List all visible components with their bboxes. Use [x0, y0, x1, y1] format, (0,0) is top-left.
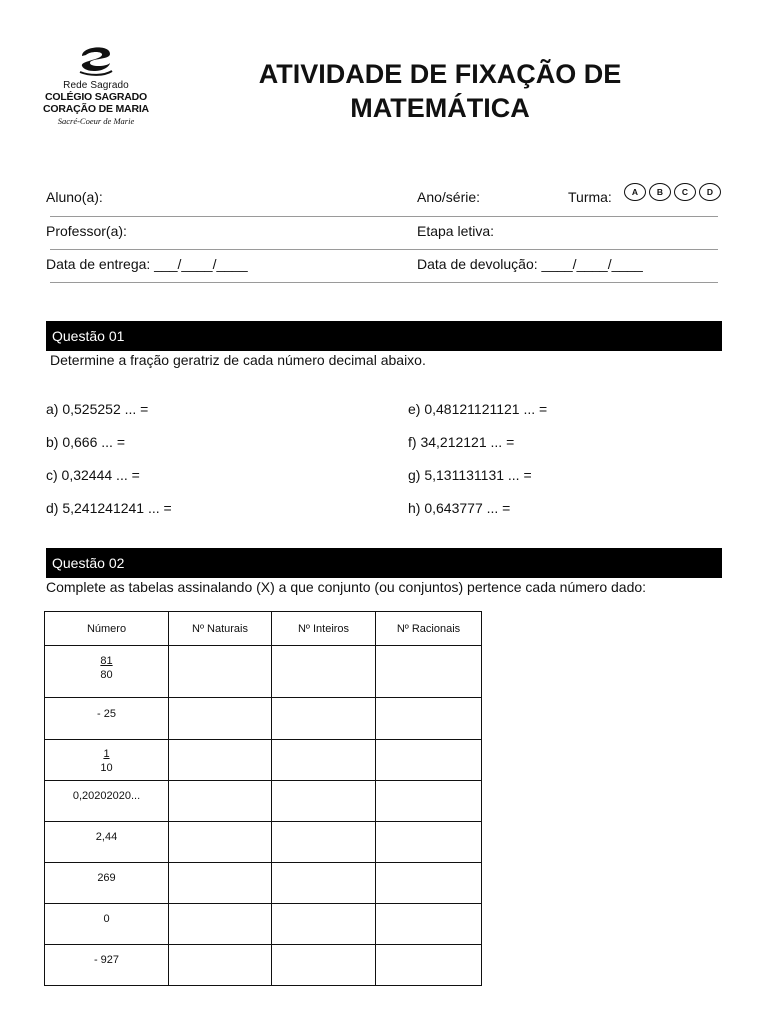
- field-aluno: Aluno(a):: [46, 189, 103, 205]
- fraction-numerator: 1: [103, 748, 110, 760]
- title-line-2: MATEMÁTICA: [350, 93, 530, 123]
- question-02-header: Questão 02: [46, 548, 722, 578]
- logo-line-network: Rede Sagrado: [63, 80, 129, 91]
- cell-number: - 25: [45, 698, 169, 740]
- cell-inteiros[interactable]: [272, 781, 376, 822]
- cell-naturais[interactable]: [169, 740, 272, 781]
- cell-racionais[interactable]: [376, 646, 482, 698]
- page-title: [200, 57, 680, 125]
- cell-racionais[interactable]: [376, 698, 482, 740]
- cell-inteiros[interactable]: [272, 822, 376, 863]
- cell-naturais[interactable]: [169, 646, 272, 698]
- logo-line-school: COLÉGIO SAGRADO: [44, 91, 147, 103]
- divider: [50, 216, 718, 217]
- q1-item-e: e) 0,48121121121 ... =: [408, 401, 548, 417]
- divider: [50, 282, 718, 283]
- turma-option-a[interactable]: A: [624, 183, 646, 201]
- field-turma: Turma:: [568, 189, 612, 205]
- q1-item-g: g) 5,131131131 ... =: [408, 467, 532, 483]
- sets-table: [44, 611, 482, 986]
- cell-naturais[interactable]: [169, 781, 272, 822]
- cell-naturais[interactable]: [169, 945, 272, 986]
- cell-inteiros[interactable]: [272, 863, 376, 904]
- cell-inteiros[interactable]: [272, 904, 376, 945]
- cell-number: 0: [45, 904, 169, 945]
- table-row: [45, 781, 482, 822]
- field-professor: Professor(a):: [46, 223, 127, 239]
- cell-number: 0,20202020...: [45, 781, 169, 822]
- fraction-denominator: 10: [100, 762, 113, 774]
- question-01-header: Questão 01: [46, 321, 722, 351]
- table-row: [45, 646, 482, 698]
- cell-number: 2,44: [45, 822, 169, 863]
- table-row: [45, 863, 482, 904]
- cell-inteiros[interactable]: [272, 646, 376, 698]
- cell-inteiros[interactable]: [272, 740, 376, 781]
- cell-naturais[interactable]: [169, 822, 272, 863]
- q1-item-d: d) 5,241241241 ... =: [46, 500, 172, 516]
- header-naturais: Nº Naturais: [169, 612, 272, 646]
- header-inteiros: Nº Inteiros: [272, 612, 376, 646]
- cell-naturais[interactable]: [169, 698, 272, 740]
- table-row: [45, 740, 482, 781]
- field-etapa: Etapa letiva:: [417, 223, 495, 239]
- q1-item-a: a) 0,525252 ... =: [46, 401, 149, 417]
- title-line-1: ATIVIDADE DE FIXAÇÃO DE: [258, 59, 622, 89]
- cell-racionais[interactable]: [376, 904, 482, 945]
- field-data-entrega: Data de entrega: ___/____/____: [46, 256, 248, 272]
- table-row: [45, 822, 482, 863]
- turma-option-d[interactable]: D: [699, 183, 721, 201]
- cell-racionais[interactable]: [376, 740, 482, 781]
- cell-inteiros[interactable]: [272, 698, 376, 740]
- turma-option-b[interactable]: B: [649, 183, 671, 201]
- cell-naturais[interactable]: [169, 904, 272, 945]
- cell-racionais[interactable]: [376, 822, 482, 863]
- turma-option-c[interactable]: C: [674, 183, 696, 201]
- q1-item-c: c) 0,32444 ... =: [46, 467, 140, 483]
- cell-racionais[interactable]: [376, 945, 482, 986]
- table-row: [45, 904, 482, 945]
- turma-options: [624, 183, 724, 201]
- cell-number: [45, 646, 169, 698]
- field-data-devolucao: Data de devolução: ____/____/____: [417, 256, 643, 272]
- logo-line-tagline: Sacré-Coeur de Marie: [57, 116, 135, 126]
- fraction-denominator: 80: [100, 669, 113, 681]
- cell-number: [45, 740, 169, 781]
- question-01-statement: Determine a fração geratriz de cada número decimal abaixo.: [50, 352, 426, 368]
- fraction: [100, 747, 112, 775]
- table-header-row: [45, 612, 482, 646]
- cell-inteiros[interactable]: [272, 945, 376, 986]
- q1-item-h: h) 0,643777 ... =: [408, 500, 511, 516]
- fraction: [100, 654, 112, 682]
- cell-racionais[interactable]: [376, 781, 482, 822]
- cell-number: 269: [45, 863, 169, 904]
- q1-item-b: b) 0,666 ... =: [46, 434, 125, 450]
- question-02-statement: Complete as tabelas assinalando (X) a que conjunto (ou conjuntos) pertence cada número dado:: [46, 579, 647, 595]
- cell-racionais[interactable]: [376, 863, 482, 904]
- header-numero: Número: [45, 612, 169, 646]
- fraction-numerator: 81: [100, 655, 113, 667]
- cell-number: - 927: [45, 945, 169, 986]
- table-row: [45, 945, 482, 986]
- table-row: [45, 698, 482, 740]
- divider: [50, 249, 718, 250]
- logo-line-school-2: CORAÇÃO DE MARIA: [43, 103, 149, 115]
- field-ano-serie: Ano/série:: [417, 189, 481, 205]
- cell-naturais[interactable]: [169, 863, 272, 904]
- logo-emblem-icon: [76, 42, 116, 78]
- school-logo: [40, 42, 152, 126]
- q1-item-f: f) 34,212121 ... =: [408, 434, 515, 450]
- header-racionais: Nº Racionais: [376, 612, 482, 646]
